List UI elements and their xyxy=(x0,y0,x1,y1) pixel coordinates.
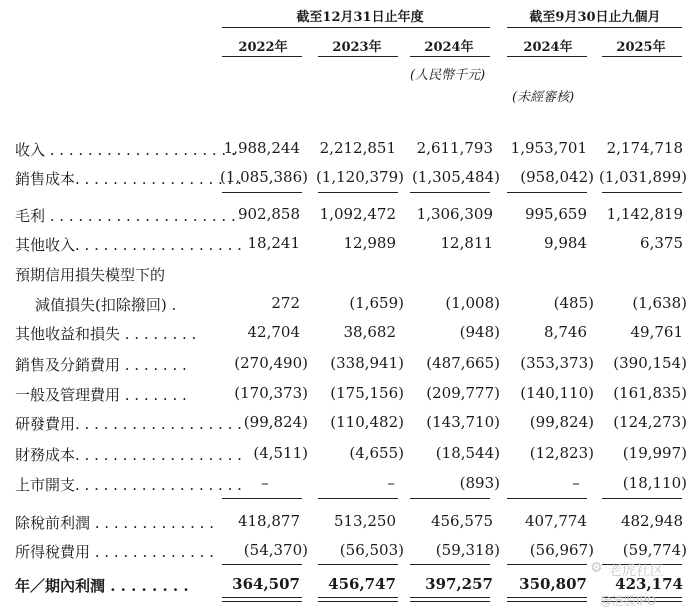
row-label-other-gains-losses: 其他收益和損失 . . . . . . . . xyxy=(15,325,197,343)
cell-cost-2025-9m: (1,031,899) xyxy=(598,168,687,186)
cell-rd-2023: (110,482) xyxy=(330,413,404,431)
cell-admin-2022: (170,373) xyxy=(234,384,308,402)
profit-rule-2023 xyxy=(318,564,398,565)
cell-revenue-2024-9m: 1,953,701 xyxy=(510,139,587,157)
cell-other-gains-2024-9m: 8,746 xyxy=(544,323,587,341)
cell-revenue-2024: 2,611,793 xyxy=(416,139,493,157)
year-rule-2022 xyxy=(222,56,302,57)
unaudited-note: (未經審核) xyxy=(512,90,575,105)
row-label-impairment-losses: 減值損失(扣除撥回) . xyxy=(35,296,177,314)
cell-finance-2024-9m: (12,823) xyxy=(529,444,594,462)
profit-rule-2024 xyxy=(410,564,490,565)
row-label-selling-distribution: 銷售及分銷費用 . . . . . . . xyxy=(15,356,187,374)
cell-tax-2024-9m: (56,967) xyxy=(529,541,594,559)
cell-revenue-2025-9m: 2,174,718 xyxy=(606,139,683,157)
cell-profit-2024: 397,257 xyxy=(425,575,493,593)
cell-listing-2024: (893) xyxy=(459,474,500,492)
cell-finance-2022: (4,511) xyxy=(253,444,308,462)
cell-gross-profit-2024-9m: 995,659 xyxy=(524,205,587,223)
cell-rd-2025-9m: (124,273) xyxy=(613,413,687,431)
year-rule-2024-nine-months xyxy=(507,56,587,57)
cell-other-income-2024: 12,811 xyxy=(440,234,493,252)
final-double-rule-2022 xyxy=(222,597,302,602)
cell-finance-2023: (4,655) xyxy=(349,444,404,462)
header-group-nine-months: 截至9月30日止九個月 xyxy=(529,10,661,25)
cell-cost-2023: (1,120,379) xyxy=(315,168,404,186)
row-label-income-tax: 所得稅費用 . . . . . . . . . . . . . xyxy=(15,543,214,561)
header-group-annual: 截至12月31日止年度 xyxy=(296,10,424,25)
year-rule-2024 xyxy=(410,56,490,57)
cell-pbt-2023: 513,250 xyxy=(333,512,396,530)
cell-listing-2024-9m: – xyxy=(572,474,580,492)
row-label-revenue: 收入 . . . . . . . . . . . . . . . . . . . . xyxy=(15,141,236,159)
cell-cost-2022: (1,085,386) xyxy=(219,168,308,186)
cell-other-gains-2025-9m: 49,761 xyxy=(630,323,683,341)
row-label-gross-profit: 毛利 . . . . . . . . . . . . . . . . . . . . xyxy=(15,207,236,225)
cell-admin-2025-9m: (161,835) xyxy=(613,384,687,402)
cell-gross-profit-2025-9m: 1,142,819 xyxy=(606,205,683,223)
cell-finance-2024: (18,544) xyxy=(435,444,500,462)
subtotal-rule-2023 xyxy=(318,192,398,193)
row-label-finance-costs: 財務成本. . . . . . . . . . . . . . . . . . xyxy=(15,446,242,464)
pbt-rule-2024-9m xyxy=(507,498,587,499)
cell-listing-2022: – xyxy=(261,474,269,492)
cell-selling-2025-9m: (390,154) xyxy=(613,354,687,372)
cell-finance-2025-9m: (19,997) xyxy=(622,444,687,462)
year-header-2023: 2023年 xyxy=(332,40,382,55)
cell-profit-2022: 364,507 xyxy=(232,575,300,593)
cell-impairment-2023: (1,659) xyxy=(349,294,404,312)
cell-revenue-2023: 2,212,851 xyxy=(319,139,396,157)
cell-impairment-2022: 272 xyxy=(271,294,300,312)
cell-pbt-2025-9m: 482,948 xyxy=(620,512,683,530)
cell-listing-2023: – xyxy=(387,474,395,492)
row-label-listing-expenses: 上市開支. . . . . . . . . . . . . . . . . . xyxy=(15,476,242,494)
cell-other-income-2024-9m: 9,984 xyxy=(544,234,587,252)
cell-revenue-2022: 1,988,244 xyxy=(223,139,300,157)
cell-impairment-2024: (1,008) xyxy=(445,294,500,312)
cell-tax-2022: (54,370) xyxy=(243,541,308,559)
profit-rule-2022 xyxy=(222,564,302,565)
subtotal-rule-2025-9m xyxy=(602,192,682,193)
subtotal-rule-2024-9m xyxy=(507,192,587,193)
row-label-other-income: 其他收入. . . . . . . . . . . . . . . . . . xyxy=(15,236,242,254)
row-label-admin-expenses: 一般及管理費用 . . . . . . . xyxy=(15,386,187,404)
cell-pbt-2022: 418,877 xyxy=(237,512,300,530)
year-header-2025-nine-months: 2025年 xyxy=(616,40,666,55)
cell-other-income-2025-9m: 6,375 xyxy=(640,234,683,252)
final-double-rule-2024 xyxy=(410,597,490,602)
final-double-rule-2024-9m xyxy=(507,597,587,602)
cell-pbt-2024: 456,575 xyxy=(430,512,493,530)
cell-rd-2024: (143,710) xyxy=(426,413,500,431)
cell-cost-2024-9m: (958,042) xyxy=(520,168,594,186)
cell-impairment-2024-9m: (485) xyxy=(553,294,594,312)
cell-selling-2022: (270,490) xyxy=(234,354,308,372)
watermark-logo-icon: ⚙ xyxy=(590,560,603,576)
cell-admin-2024: (209,777) xyxy=(426,384,500,402)
pbt-rule-2025-9m xyxy=(602,498,682,499)
year-rule-2025-nine-months xyxy=(602,56,682,57)
cell-other-income-2022: 18,241 xyxy=(247,234,300,252)
subtotal-rule-2022 xyxy=(222,192,302,193)
row-label-ecl-heading: 預期信用損失模型下的 xyxy=(15,266,166,284)
cell-other-gains-2023: 38,682 xyxy=(343,323,396,341)
cell-tax-2023: (56,503) xyxy=(339,541,404,559)
currency-note: (人民幣千元) xyxy=(410,68,486,83)
year-rule-2023 xyxy=(318,56,398,57)
row-label-profit-before-tax: 除稅前利潤 . . . . . . . . . . . . . xyxy=(15,514,214,532)
cell-pbt-2024-9m: 407,774 xyxy=(524,512,587,530)
final-double-rule-2023 xyxy=(318,597,398,602)
cell-selling-2024: (487,665) xyxy=(426,354,500,372)
row-label-rd-expenses: 研發費用. . . . . . . . . . . . . . . . . . xyxy=(15,415,242,433)
watermark-text-community: 老虎社区 xyxy=(608,563,664,579)
pbt-rule-2023 xyxy=(318,498,398,499)
cell-admin-2023: (175,156) xyxy=(330,384,404,402)
cell-selling-2023: (338,941) xyxy=(330,354,404,372)
cell-impairment-2025-9m: (1,638) xyxy=(632,294,687,312)
cell-gross-profit-2022: 902,858 xyxy=(237,205,300,223)
pbt-rule-2024 xyxy=(410,498,490,499)
header-group-nine-months-rule xyxy=(507,27,682,28)
cell-rd-2024-9m: (99,824) xyxy=(529,413,594,431)
cell-gross-profit-2023: 1,092,472 xyxy=(319,205,396,223)
row-label-profit-for-period: 年／期內利潤 . . . . . . . . xyxy=(15,577,189,595)
cell-gross-profit-2024: 1,306,309 xyxy=(416,205,493,223)
cell-profit-2024-9m: 350,807 xyxy=(519,575,587,593)
cell-other-gains-2024: (948) xyxy=(459,323,500,341)
cell-listing-2025-9m: (18,110) xyxy=(622,474,687,492)
cell-profit-2023: 456,747 xyxy=(328,575,396,593)
year-header-2024-nine-months: 2024年 xyxy=(523,40,573,55)
year-header-2022: 2022年 xyxy=(238,40,288,55)
cell-tax-2024: (59,318) xyxy=(435,541,500,559)
cell-rd-2022: (99,824) xyxy=(243,413,308,431)
row-label-cost-of-sales: 銷售成本. . . . . . . . . . . . . . . . . . xyxy=(15,170,242,188)
year-header-2024: 2024年 xyxy=(424,40,474,55)
cell-admin-2024-9m: (140,110) xyxy=(520,384,594,402)
profit-rule-2024-9m xyxy=(507,564,587,565)
pbt-rule-2022 xyxy=(222,498,302,499)
cell-cost-2024: (1,305,484) xyxy=(411,168,500,186)
cell-other-gains-2022: 42,704 xyxy=(247,323,300,341)
cell-other-income-2023: 12,989 xyxy=(343,234,396,252)
cell-tax-2025-9m: (59,774) xyxy=(622,541,687,559)
header-group-annual-rule xyxy=(222,27,490,28)
cell-profit-2025-9m: 423,174 xyxy=(615,575,683,593)
cell-selling-2024-9m: (353,373) xyxy=(520,354,594,372)
subtotal-rule-2024 xyxy=(410,192,490,193)
watermark-text-handle: @港股IPO xyxy=(600,594,657,608)
